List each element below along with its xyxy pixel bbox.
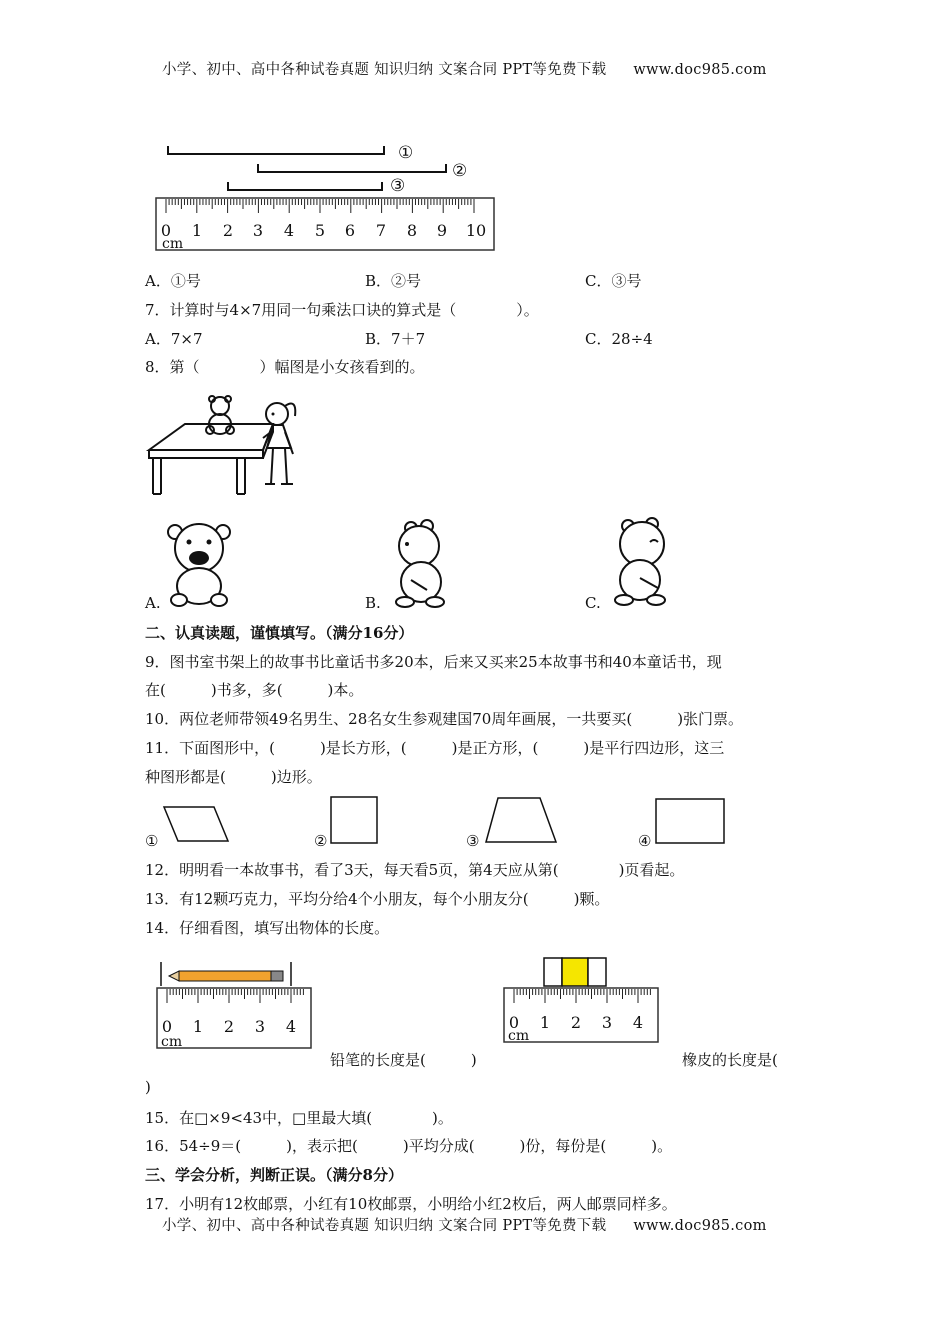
- svg-text:2: 2: [222, 221, 234, 240]
- segment-1: [168, 146, 384, 154]
- q9-line1: 9．图书室书架上的故事书比童话书多20本，后来又买来25本故事书和40本童话书，现: [145, 653, 722, 671]
- svg-text:3: 3: [252, 221, 264, 240]
- shape-label-2: ②: [314, 832, 328, 850]
- pencil-length-answer: 铅笔的长度是( ): [330, 1051, 477, 1069]
- svg-text:9: 9: [436, 221, 448, 240]
- eraser-right-cap: [588, 958, 606, 986]
- header-url: www.doc985.com: [633, 62, 767, 78]
- svg-text:10: 10: [465, 221, 487, 240]
- svg-text:5: 5: [314, 221, 326, 240]
- q9-line2: 在( )书多，多( )本。: [145, 681, 364, 699]
- q13-text: 13．有12颗巧克力，平均分给4个小朋友，每个小朋友分( )颗。: [145, 890, 610, 908]
- svg-text:8: 8: [406, 221, 418, 240]
- q8-option-a: A.: [145, 594, 161, 612]
- shape-4-rectangle: [655, 798, 727, 846]
- q7-text: 7．计算时与4×7用同一句乘法口诀的算式是（ ）。: [145, 301, 539, 319]
- shape-label-4: ④: [638, 832, 652, 850]
- pencil-ruler-figure: [155, 962, 315, 1052]
- q6-option-b: B．②号: [365, 272, 422, 290]
- eraser-length-answer-close: ): [145, 1078, 151, 1096]
- pencil-tip: [169, 971, 179, 981]
- shape-label-1: ①: [145, 832, 159, 850]
- q8-option-c: C.: [585, 594, 601, 612]
- svg-text:cm: cm: [161, 1034, 183, 1050]
- svg-text:1: 1: [192, 1017, 204, 1036]
- eraser-yellow-band: [562, 958, 588, 986]
- shape-3-trapezoid: [484, 796, 560, 846]
- page-footer: [162, 1214, 767, 1235]
- eraser-length-answer: 橡皮的长度是(: [682, 1051, 778, 1069]
- q6-option-a: A．①号: [145, 272, 201, 290]
- q7-option-c: C．28÷4: [585, 330, 653, 348]
- q6-option-c: C．③号: [585, 272, 642, 290]
- shape-1-parallelogram: [160, 805, 232, 845]
- svg-text:1: 1: [539, 1013, 551, 1032]
- segment-mark-1: ①: [398, 143, 414, 163]
- option-a-bear-front: [165, 520, 235, 610]
- shape-2-square: [330, 796, 380, 846]
- q8-text: 8．第（ ）幅图是小女孩看到的。: [145, 358, 425, 376]
- segment-mark-3: ③: [390, 176, 406, 196]
- table-scene-illustration: [145, 392, 315, 500]
- svg-text:2: 2: [223, 1017, 235, 1036]
- svg-text:4: 4: [632, 1013, 644, 1032]
- shape-label-3: ③: [466, 832, 480, 850]
- eraser-ruler-figure: [502, 956, 662, 1046]
- ruler-unit: cm: [162, 236, 184, 252]
- pencil-body: [179, 971, 271, 981]
- q12-text: 12．明明看一本故事书，看了3天，每天看5页，第4天应从第( )页看起。: [145, 861, 685, 879]
- svg-text:3: 3: [601, 1013, 613, 1032]
- q14-text: 14．仔细看图，填写出物体的长度。: [145, 919, 390, 937]
- svg-text:0: 0: [161, 1017, 173, 1036]
- q7-option-b: B．7＋7: [365, 330, 426, 348]
- eraser-left-cap: [544, 958, 562, 986]
- pencil-end: [271, 971, 283, 981]
- svg-text:1: 1: [191, 221, 203, 240]
- q8-option-b: B.: [365, 594, 381, 612]
- svg-text:4: 4: [285, 1017, 297, 1036]
- q7-option-a: A．7×7: [145, 330, 203, 348]
- footer-url: www.doc985.com: [633, 1218, 767, 1234]
- segment-3: [228, 182, 382, 190]
- svg-text:0: 0: [508, 1013, 520, 1032]
- svg-text:6: 6: [344, 221, 356, 240]
- option-b-bear-side: [393, 520, 453, 610]
- section-2-heading: 二、认真读题，谨慎填写。（满分16分）: [145, 624, 414, 642]
- q10-text: 10．两位老师带领49名男生、28名女生参观建国70周年画展，一共要买( )张门票。: [145, 710, 744, 728]
- svg-text:3: 3: [254, 1017, 266, 1036]
- page-header: [162, 58, 767, 79]
- q11-line2: 种图形都是( )边形。: [145, 768, 322, 786]
- option-c-bear-side: [610, 516, 672, 606]
- segment-mark-2: ②: [452, 161, 468, 181]
- ruler-figure: [150, 138, 500, 256]
- svg-text:2: 2: [570, 1013, 582, 1032]
- segment-2: [258, 164, 446, 172]
- q17-text: 17．小明有12枚邮票，小红有10枚邮票，小明给小红2枚后，两人邮票同样多。: [145, 1195, 677, 1213]
- footer-text: 小学、初中、高中各种试卷真题 知识归纳 文案合同 PPT等免费下载: [162, 1218, 607, 1234]
- svg-text:0: 0: [160, 221, 172, 240]
- svg-text:cm: cm: [508, 1028, 530, 1044]
- q11-line1: 11．下面图形中，( )是长方形，( )是正方形，( )是平行四边形，这三: [145, 739, 725, 757]
- section-3-heading: 三、学会分析，判断正误。（满分8分）: [145, 1166, 403, 1184]
- q15-text: 15．在□×9<43中，□里最大填( )。: [145, 1109, 453, 1127]
- q16-text: 16．54÷9＝( )，表示把( )平均分成( )份，每份是( )。: [145, 1137, 673, 1155]
- svg-text:7: 7: [375, 221, 387, 240]
- svg-text:4: 4: [283, 221, 295, 240]
- header-text: 小学、初中、高中各种试卷真题 知识归纳 文案合同 PPT等免费下载: [162, 62, 607, 78]
